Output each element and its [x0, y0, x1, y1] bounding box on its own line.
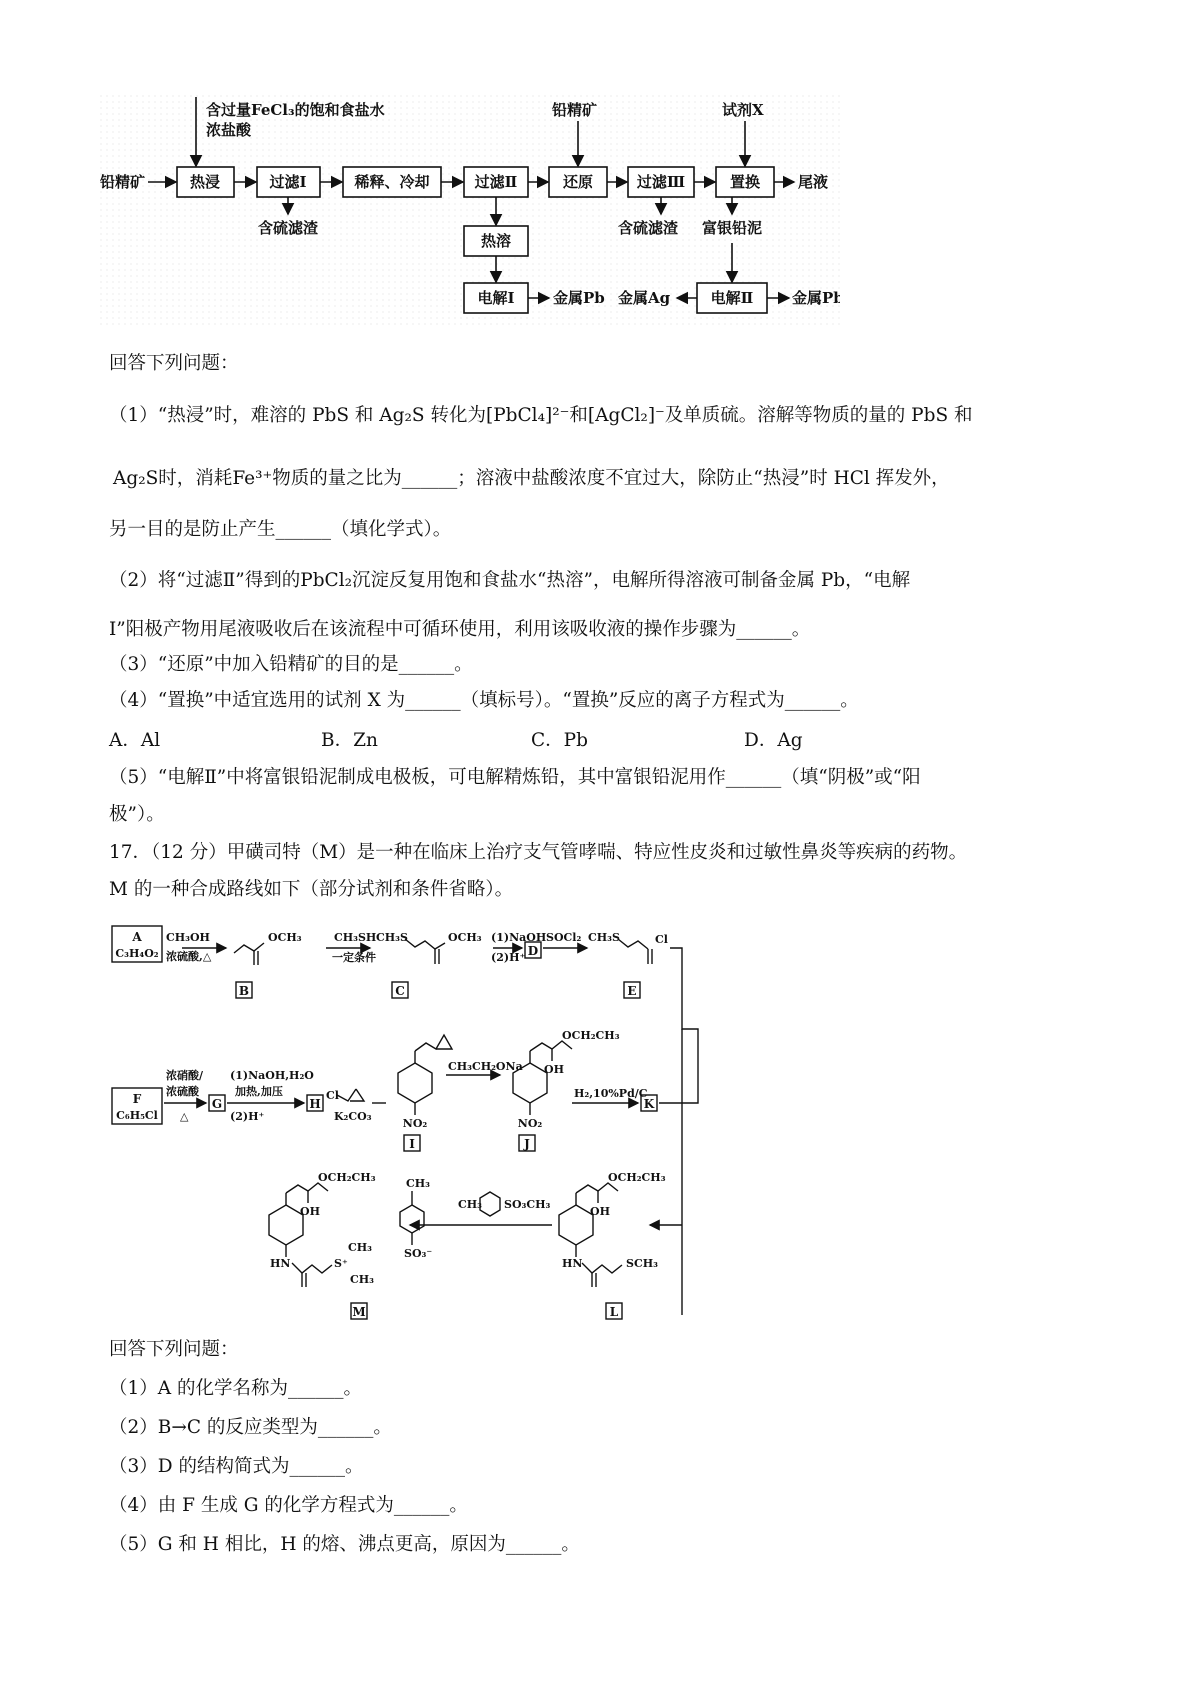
reagent-d-socl2: SOCl₂: [546, 931, 582, 944]
q16-option-b: B．Zn: [321, 730, 378, 751]
compound-l-ring: [559, 1205, 593, 1245]
compound-c-skeleton: [405, 939, 445, 949]
tosylate-anion-ring: [400, 1205, 424, 1233]
compound-f-label: F: [132, 1092, 142, 1106]
reagent-c-naoh: (1)NaOH: [491, 931, 547, 944]
residue-sulfur-3: 含硫滤渣: [617, 219, 679, 237]
q16-part1-line1: [109, 404, 973, 428]
q16-part1-line3: 另一目的是防止产生______（填化学式）。: [109, 519, 452, 540]
compound-i-ring: [398, 1063, 432, 1103]
tosylate-reagent-ring: [480, 1192, 500, 1216]
reagent-g-conditions: 加热,加压: [235, 1085, 283, 1098]
flowchart-svg: [100, 95, 840, 327]
formula-ag2s-2: Ag₂S: [113, 468, 159, 489]
q17-question-2: （2）B→C 的反应类型为______。: [109, 1417, 392, 1438]
compound-j-ether: OCH₂CH₃: [562, 1029, 620, 1042]
reagent-i-naoet: CH₃CH₂ONa: [448, 1060, 523, 1073]
compound-m-hn: HN: [270, 1257, 291, 1270]
compound-f-formula: C₆H₅Cl: [116, 1109, 158, 1122]
formula-fe3: Fe³⁺: [232, 468, 273, 489]
q16-p2-text-a: （2）将“过滤Ⅱ”得到的: [109, 570, 301, 591]
formula-ag2s: Ag₂S: [379, 405, 425, 426]
compound-c-label: C: [395, 984, 405, 998]
reagent-f-heat: △: [180, 1110, 189, 1123]
q16-option-c: C．Pb: [531, 730, 588, 751]
formula-agcl2: [AgCl₂]⁻: [587, 405, 665, 426]
reagent-b-thiol: CH₃SH: [334, 931, 377, 944]
compound-e-skeleton: [618, 939, 648, 949]
q16-p1-text-b: 转化为: [424, 405, 486, 426]
reagent-h-cl: Cl: [326, 1089, 339, 1102]
reagent-g-acid: (2)H⁺: [230, 1110, 265, 1123]
reagent-h-k2co3: K₂CO₃: [334, 1110, 372, 1123]
q17-question-4: （4）由 F 生成 G 的化学方程式为______。: [109, 1495, 468, 1516]
reagent-l-methyl-sulfonate: SO₃CH₃: [504, 1198, 551, 1211]
reagent-a-acid: 浓硫酸,△: [166, 950, 212, 963]
step-dilute-cool: 稀释、冷却: [354, 173, 430, 191]
q16-p1-text-a: （1）“热浸”时，难溶的 PbS 和: [109, 405, 380, 426]
reagent-l-methyl: CH₃: [458, 1198, 482, 1211]
compound-m-oh: OH: [300, 1205, 320, 1218]
q16-p1-text-d: 及单质硫。溶解等物质的量的 PbS 和: [664, 405, 973, 426]
reagent-b-condition: 一定条件: [332, 951, 376, 964]
compound-a-formula: C₃H₄O₂: [115, 947, 159, 960]
input-reagent-x: 试剂X: [722, 101, 764, 119]
compound-m-label: M: [352, 1305, 366, 1319]
compound-e-sub: CH₃S: [588, 931, 620, 944]
q17-question-3: （3）D 的结构简式为______。: [109, 1456, 364, 1477]
q17-stem-line1: 17．（12 分）甲磺司特（M）是一种在临床上治疗支气管哮喘、特应性皮炎和过敏性鼻炎等疾病的药物。: [109, 842, 968, 863]
rich-silver-lead-mud: 富银铅泥: [701, 219, 763, 237]
compound-l-oh: OH: [590, 1205, 610, 1218]
synthesis-route-svg: [110, 915, 750, 1335]
q16-part2-line2: Ⅰ”阳极产物用尾液吸收后在该流程中可循环使用，利用该吸收液的操作步骤为______。: [109, 619, 811, 640]
compound-e-group: Cl: [655, 933, 668, 946]
reagent-g-naoh: (1)NaOH,H₂O: [230, 1069, 314, 1082]
formula-pbcl2: PbCl₂: [300, 570, 353, 591]
q16-option-a: A．Al: [109, 730, 161, 751]
anion-so3: SO₃⁻: [404, 1247, 433, 1260]
compound-m-sulfonium: S⁺: [334, 1257, 348, 1270]
compound-j-label: J: [524, 1137, 530, 1151]
step-filter-1: 过滤Ⅰ: [269, 173, 307, 191]
flowchart-leaching: [100, 95, 840, 327]
reagent-a-methanol: CH₃OH: [166, 931, 210, 944]
q17-question-1: （1）A 的化学名称为______。: [109, 1378, 363, 1399]
compound-i-nitro: NO₂: [402, 1117, 428, 1130]
q16-option-d: D．Ag: [744, 730, 803, 751]
step-electrolysis-1: 电解Ⅰ: [477, 289, 515, 307]
output-metal-pb-2: 金属Pb: [792, 289, 840, 307]
compound-h-label: H: [309, 1097, 321, 1111]
compound-j-oh: OH: [544, 1063, 564, 1076]
step-replace: 置换: [729, 173, 761, 191]
q16-p1-text-c: 和: [569, 405, 588, 426]
compound-l-hn: HN: [562, 1257, 583, 1270]
reagent-fecl3: 含过量FeCl₃的饱和食盐水: [206, 101, 385, 119]
q16-part2-line1: [109, 569, 910, 593]
compound-m-methyl-a: CH₃: [348, 1241, 372, 1254]
q16-intro: 回答下列问题：: [109, 353, 239, 374]
q16-part1-line2: [113, 467, 950, 491]
q16-p1-text-e: 时，消耗: [158, 468, 233, 489]
compound-c-group: OCH₃: [448, 931, 482, 944]
reagent-f-hno3: 浓硝酸/: [166, 1069, 204, 1082]
q16-part5-line1: （5）“电解Ⅱ”中将富银铅泥制成电极板，可电解精炼铅，其中富银铅泥用作______（填“阴极”或“阳: [109, 767, 921, 788]
q16-part4: （4）“置换”中适宜选用的试剂 X 为______（填标号）。“置换”反应的离子方程式为______。: [109, 690, 859, 711]
step-filter-2: 过滤Ⅱ: [474, 173, 518, 191]
compound-c-sub: CH₃S: [376, 931, 408, 944]
compound-b-label: B: [238, 984, 250, 998]
reagent-f-h2so4: 浓硫酸: [166, 1085, 199, 1098]
compound-m-ring: [269, 1205, 303, 1245]
anion-methyl: CH₃: [406, 1177, 430, 1190]
compound-d-label: D: [527, 944, 539, 958]
step-hot-leach: 热浸: [189, 173, 221, 191]
q17-intro: 回答下列问题：: [109, 1339, 239, 1360]
step-filter-3: 过滤Ⅲ: [636, 173, 686, 191]
compound-e-label: E: [627, 984, 637, 998]
q17-stem-line2: M 的一种合成路线如下（部分试剂和条件省略）。: [109, 879, 514, 900]
output-metal-pb-1: 金属Pb: [553, 289, 605, 307]
compound-j-nitro: NO₂: [517, 1117, 543, 1130]
compound-m-methyl-b: CH₃: [350, 1273, 374, 1286]
synthesis-route: [110, 915, 750, 1335]
output-tail-liquid: 尾液: [798, 173, 829, 191]
reagent-hcl: 浓盐酸: [206, 121, 252, 139]
compound-l-sch3: SCH₃: [626, 1257, 658, 1270]
output-metal-ag: 金属Ag: [618, 289, 671, 307]
compound-b-skeleton: [234, 943, 264, 953]
q16-part5-line2: 极”）。: [109, 804, 165, 825]
step-electrolysis-2: 电解Ⅱ: [710, 289, 754, 307]
step-hot-dissolve: 热溶: [480, 232, 512, 250]
step-reduce: 还原: [562, 173, 594, 191]
compound-b-group: OCH₃: [268, 931, 302, 944]
compound-a-label: A: [132, 930, 142, 944]
compound-m-ether: OCH₂CH₃: [318, 1171, 376, 1184]
compound-l-label: L: [609, 1305, 619, 1319]
input-ore-reduce: 铅精矿: [552, 101, 598, 119]
input-ore-left: 铅精矿: [100, 173, 146, 191]
compound-k-label: K: [643, 1097, 655, 1111]
q17-question-5: （5）G 和 H 相比，H 的熔、沸点更高，原因为______。: [109, 1534, 580, 1555]
epichlorohydrin-reagent: [337, 1089, 356, 1101]
q16-p2-text-b: 沉淀反复用饱和食盐水“热溶”，电解所得溶液可制备金属 Pb，“电解: [352, 570, 911, 591]
compound-g-label: G: [211, 1097, 223, 1111]
q16-part3: （3）“还原”中加入铅精矿的目的是______。: [109, 654, 473, 675]
reagent-j-hydrogenation: H₂,10%Pd/C: [574, 1087, 648, 1100]
compound-i-label: I: [409, 1137, 415, 1151]
q16-p1-text-f: 物质的量之比为______；溶液中盐酸浓度不宜过大，除防止“热浸”时 HCl 挥发外，: [272, 468, 950, 489]
reagent-c-acid: (2)H⁺: [491, 951, 526, 964]
compound-l-ether: OCH₂CH₃: [608, 1171, 666, 1184]
residue-sulfur-1: 含硫滤渣: [257, 219, 319, 237]
formula-pbcl4: [PbCl₄]²⁻: [485, 405, 570, 426]
